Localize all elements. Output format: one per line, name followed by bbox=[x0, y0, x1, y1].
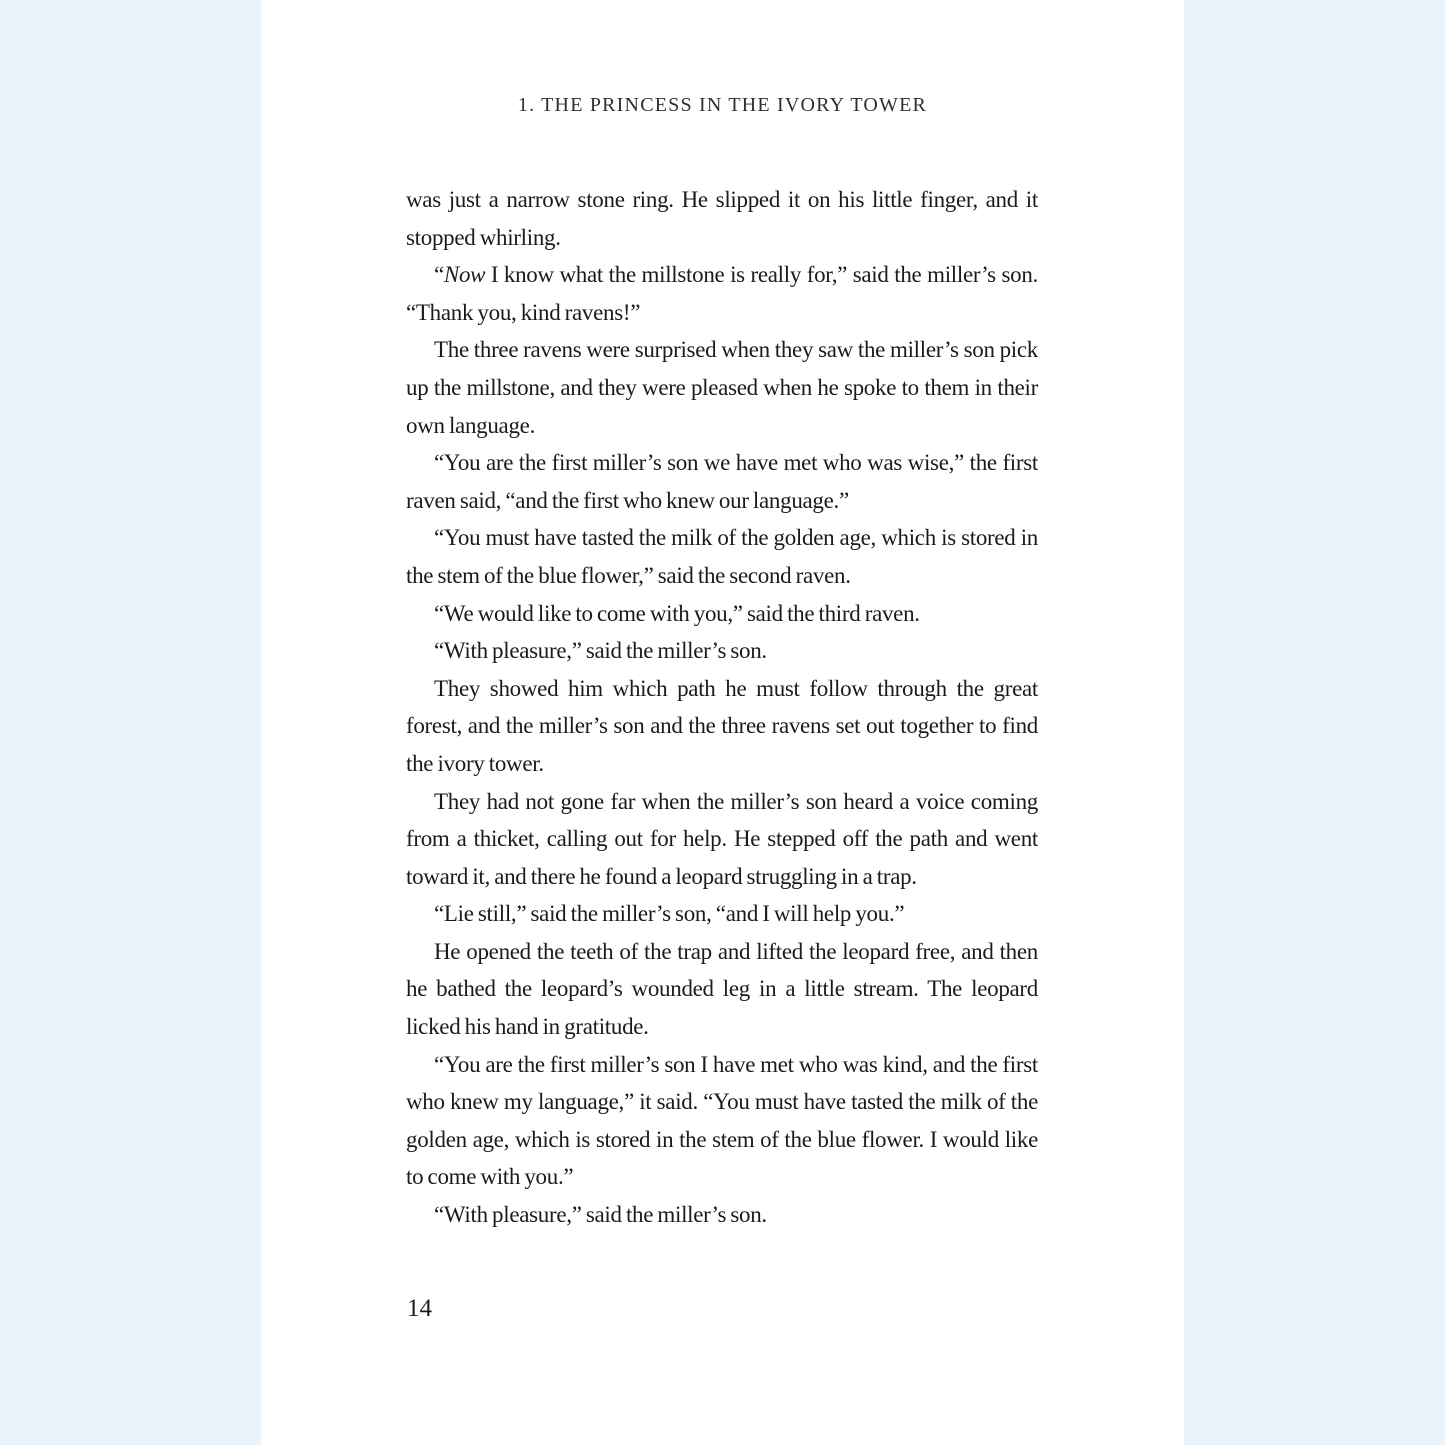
book-page bbox=[261, 0, 1184, 1445]
paragraph: “With pleasure,” said the miller’s son. bbox=[434, 1202, 767, 1228]
italic-text: Now bbox=[443, 262, 486, 288]
paragraph: They showed him which path he must follow through the great forest, and the miller’s son and the three ravens set out together to find the ivory tower. bbox=[406, 675, 1038, 776]
body-text bbox=[406, 181, 1038, 1234]
paragraph: “You are the first miller’s son I have met who was kind, and the first who knew my language,” it said. “You must have tasted the milk of the golden age, which is stored in the stem of the blue flower. I would like to come with you.” bbox=[406, 1051, 1038, 1190]
paragraph: He opened the teeth of the trap and lifted the leopard free, and then he bathed the leopard’s wounded leg in a little stream. The leopard licked his hand in gratitude. bbox=[406, 938, 1038, 1040]
paragraph: was just a narrow stone ring. He slipped it on his little finger, and it stopped whirling. bbox=[406, 187, 1038, 250]
page-number: 14 bbox=[407, 1295, 432, 1322]
paragraph: “Lie still,” said the miller’s son, “and I will help you.” bbox=[434, 901, 905, 927]
paragraph: “You must have tasted the milk of the golden age, which is stored in the stem of the blue flower,” said the second raven. bbox=[406, 525, 1038, 588]
paragraph: “Now I know what the millstone is really for,” said the miller’s son. “Thank you, kind ravens!” bbox=[406, 262, 1038, 325]
paragraph: “We would like to come with you,” said the third raven. bbox=[434, 600, 920, 626]
paragraph: The three ravens were surprised when they saw the miller’s son pick up the millstone, and they were pleased when he spoke to them in their own language. bbox=[406, 337, 1038, 438]
running-header: 1. THE PRINCESS IN THE IVORY TOWER bbox=[517, 94, 928, 116]
paragraph: They had not gone far when the miller’s son heard a voice coming from a thicket, calling out for help. He stepped off the path and went toward it, and there he found a leopard struggling in a trap. bbox=[406, 788, 1038, 889]
paragraph: “With pleasure,” said the miller’s son. bbox=[434, 638, 767, 664]
paragraph: “You are the first miller’s son we have met who was wise,” the first raven said, “and the first who knew our language.” bbox=[406, 450, 1038, 513]
